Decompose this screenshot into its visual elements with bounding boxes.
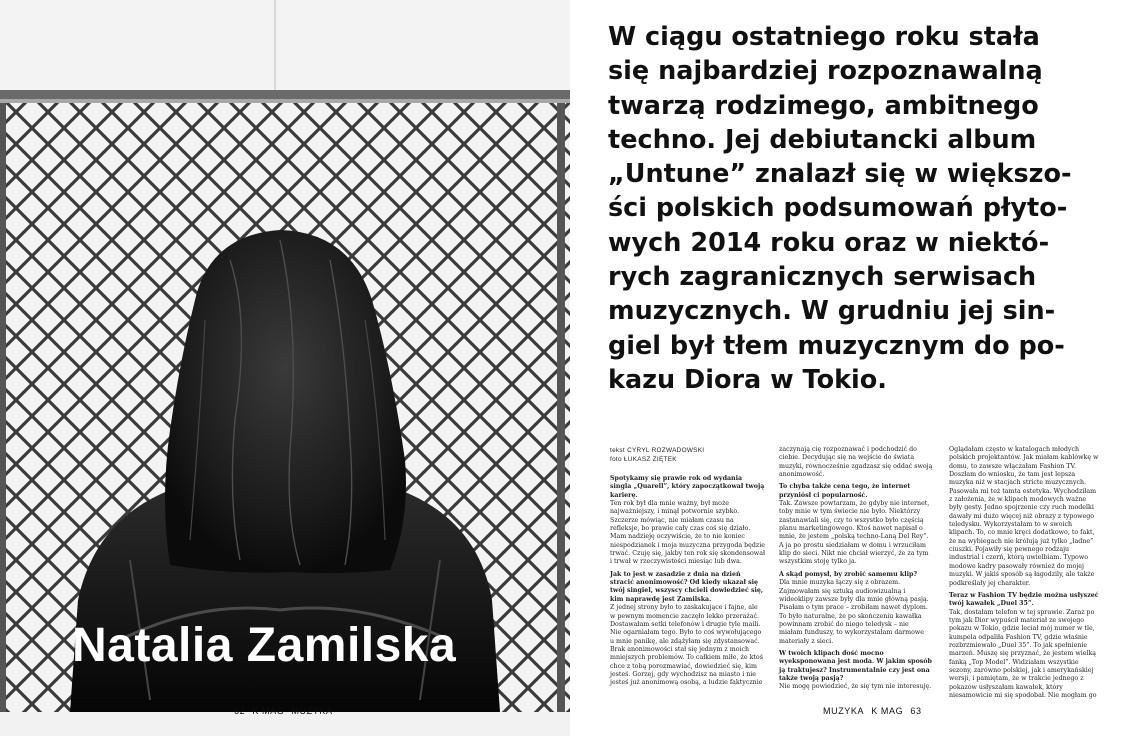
magazine-name: K MAG: [252, 706, 285, 716]
page-number: 62: [234, 706, 246, 716]
interview-answer: Ten rok był dla mnie ważny, był może najważniejszy, i minął potwornie szybko. Szczerze mówiąc, nie miałam czasu na refleksje, bo prawie cały czas coś się działo. Mam nadzieję oczywiście, że to nie koniec niespodzianek i moja muzyczna przygoda będzie trwać. Czuję się, jakby ten rok się skondensował i trwał w rzeczywistości miesiąc lub dwa.: [610, 500, 765, 566]
lead-line: „Untune” znalazł się w większo-: [608, 159, 1072, 190]
lead-paragraph: [608, 20, 1128, 397]
article-name-title: Natalia Zamilska: [72, 619, 457, 672]
interview-answer: Z jednej strony było to zaskakujące i fajne, ale w pewnym momencie zaczęło lekko przerażać. Dostawałam setki telefonów i drugie tyle maili. Nie ogarniałam tego. Było to coś wywołującego u mnie panikę, ale zdążyłam się zdystansować. Brak anonimowości stał się jednym z moich mniejszych problemów. To całkiem miłe, że ktoś chce z tobą porozmawiać, dowiedzieć się, kim jesteś. Gorzej, gdy wychodzisz na miasto i nie jesteś już anonimową osobą, a ludzie faktycznie: [610, 604, 763, 687]
right-page: [570, 0, 1140, 736]
interview-answer: Nie mogę powiedzieć, że się tym nie interesuję.: [779, 683, 932, 691]
folio-right: [823, 706, 926, 716]
lead-line: ści polskich podsumowań płyto-: [608, 193, 1068, 224]
interview-answer: zaczynają cię rozpoznawać i podchodzić do ciebie. Decydując się na wejście do świata muzyki, równocześnie zgadzasz się oddać swoją anonimowość.: [779, 446, 933, 479]
lead-line: giel był tłem muzycznym do po-: [608, 330, 1065, 361]
interview-answer: Tak, dostałam telefon w tej sprawie. Zaraz po tym jak Dior wypuścił materiał ze swojego pokazu w Tokio, gdzie leciał mój numer w tle, kumpela odpaliła Fashion TV, gdzie właśnie rozbrzmiewało „Duel 35”. To jak spełnienie marzeń. Muszę się przyznać, że jestem wielką fanką „Top Model”. Widziałam wszystkie sezony, zarówno polskiej, jak i amerykańskiej wersji, i pamiętam, że w trakcie jednego z pokazów usłyszałam kawałek, który niesamowicie mi się spodobał. Nie mogłam go: [949, 608, 1097, 699]
photo-credit: foto ŁUKASZ ZIĘTEK: [610, 456, 677, 463]
section-name: MUZYKA: [823, 706, 865, 716]
interview-question: Teraz w Fashion TV będzie można usłyszeć twój kawałek „Duel 35”.: [949, 591, 1099, 608]
magazine-name: K MAG: [871, 706, 904, 716]
interview-question: Spotykamy się prawie rok od wydania singla „Quarell”, który zapoczątkował twoją karierę.: [610, 475, 765, 499]
portrait-photo: [0, 0, 570, 712]
interview-question: A skąd pomysł, by zrobić samemu klip?: [779, 570, 918, 578]
body-column-1: [610, 446, 765, 688]
lead-line: się najbardziej rozpoznawalną: [608, 56, 1043, 87]
body-column-2: [779, 446, 934, 692]
body-column-3: [949, 446, 1099, 700]
interview-answer: Oglądałam często w katalogach młodych polskich projektantów. Jak miałam kablówkę w domu, to zawsze włączałam Fashion TV. Doszłam do wniosku, że tam jest lepsza muzyka niż w stacjach stricte muzycznych. Pasowała mi też tamta estetyka. Wychodziłam z założenia, że w klipach modowych ważne były gesty. Jedno spojrzenie czy ruch modelki dawały mi dużo więcej niż obrazy z typowego teledysku. Wykorzystałam to w swoich klipach. To, co mnie kręci dodatkowo, to fakt, że na wybiegach nie królują już tylko „ładne” ciuszki. Pojawiły się pewnego rodzaju industrial i czerń, którą uwielbiam. Typowo modowe kadry pasowały również do mojej muzyki. W jakiś sposób są łagodzily, ale także podkreślały jej charakter.: [949, 446, 1099, 587]
interview-question: W twoich klipach dość mocno wyeksponowana jest moda. W jakim sposób ją traktujesz? Instrumentalnie czy jest ona także twoją pasją?: [779, 649, 932, 682]
article-body: [610, 446, 1130, 698]
interview-question: To chyba także cena tego, że internet przyniósł ci popularność.: [779, 483, 911, 499]
lead-line: muzycznych. W grudniu jej sin-: [608, 296, 1056, 327]
lead-line: rych zagranicznych serwisach: [608, 262, 1037, 293]
interview-answer: Dla mnie muzyka łączy się z obrazem. Zajmowałam się sztuką audiowizualną i wideoklipy zawsze były dla mnie główną pasją. Pisałam o tym prace – zrobiłam nawet dyplom. To było naturalne, że po skończeniu kawałka powinnam zrobić do niego teledysk – nie miałam funduszy, to wykorzystałam darmowe materiały z sieci.: [779, 579, 929, 645]
lead-line: techno. Jej debiutancki album: [608, 124, 1037, 155]
folio-left: [234, 706, 337, 716]
lead-line: kazu Diora w Tokio.: [608, 364, 887, 395]
lead-line: twarzą rodzimego, ambitnego: [608, 90, 1039, 121]
lead-line: W ciągu ostatniego roku stała: [608, 22, 1040, 52]
text-credit: tekst CYRYL ROZWADOWSKI: [610, 447, 705, 454]
section-name: MUZYKA: [291, 706, 333, 716]
lead-line: wych 2014 roku oraz w niektó-: [608, 227, 1050, 258]
credits: [610, 446, 765, 464]
interview-answer: Tak. Zawsze powtarzam, że gdyby nie internet, toby mnie w tym świecie nie było. Niektórzy zastanawiali się, czy to wszystko było częścią planu marketingowego. Ktoś nawet napisał o mnie, że jestem „polską techno-Laną Del Rey”. A ja po prostu siedziałam w domu i wrzuciłam klip do sieci. Nikt nie chciał wierzyć, że za tym wszystkim stoję tylko ja.: [779, 500, 930, 566]
page-number: 63: [910, 706, 922, 716]
interview-question: Jak to jest w zasadzie z dnia na dzień stracić anonimowość? Od kiedy ukazał się twój singiel, wszyscy chcieli dowiedzieć się, kim naprawdę jest Zamilska.: [610, 570, 764, 603]
